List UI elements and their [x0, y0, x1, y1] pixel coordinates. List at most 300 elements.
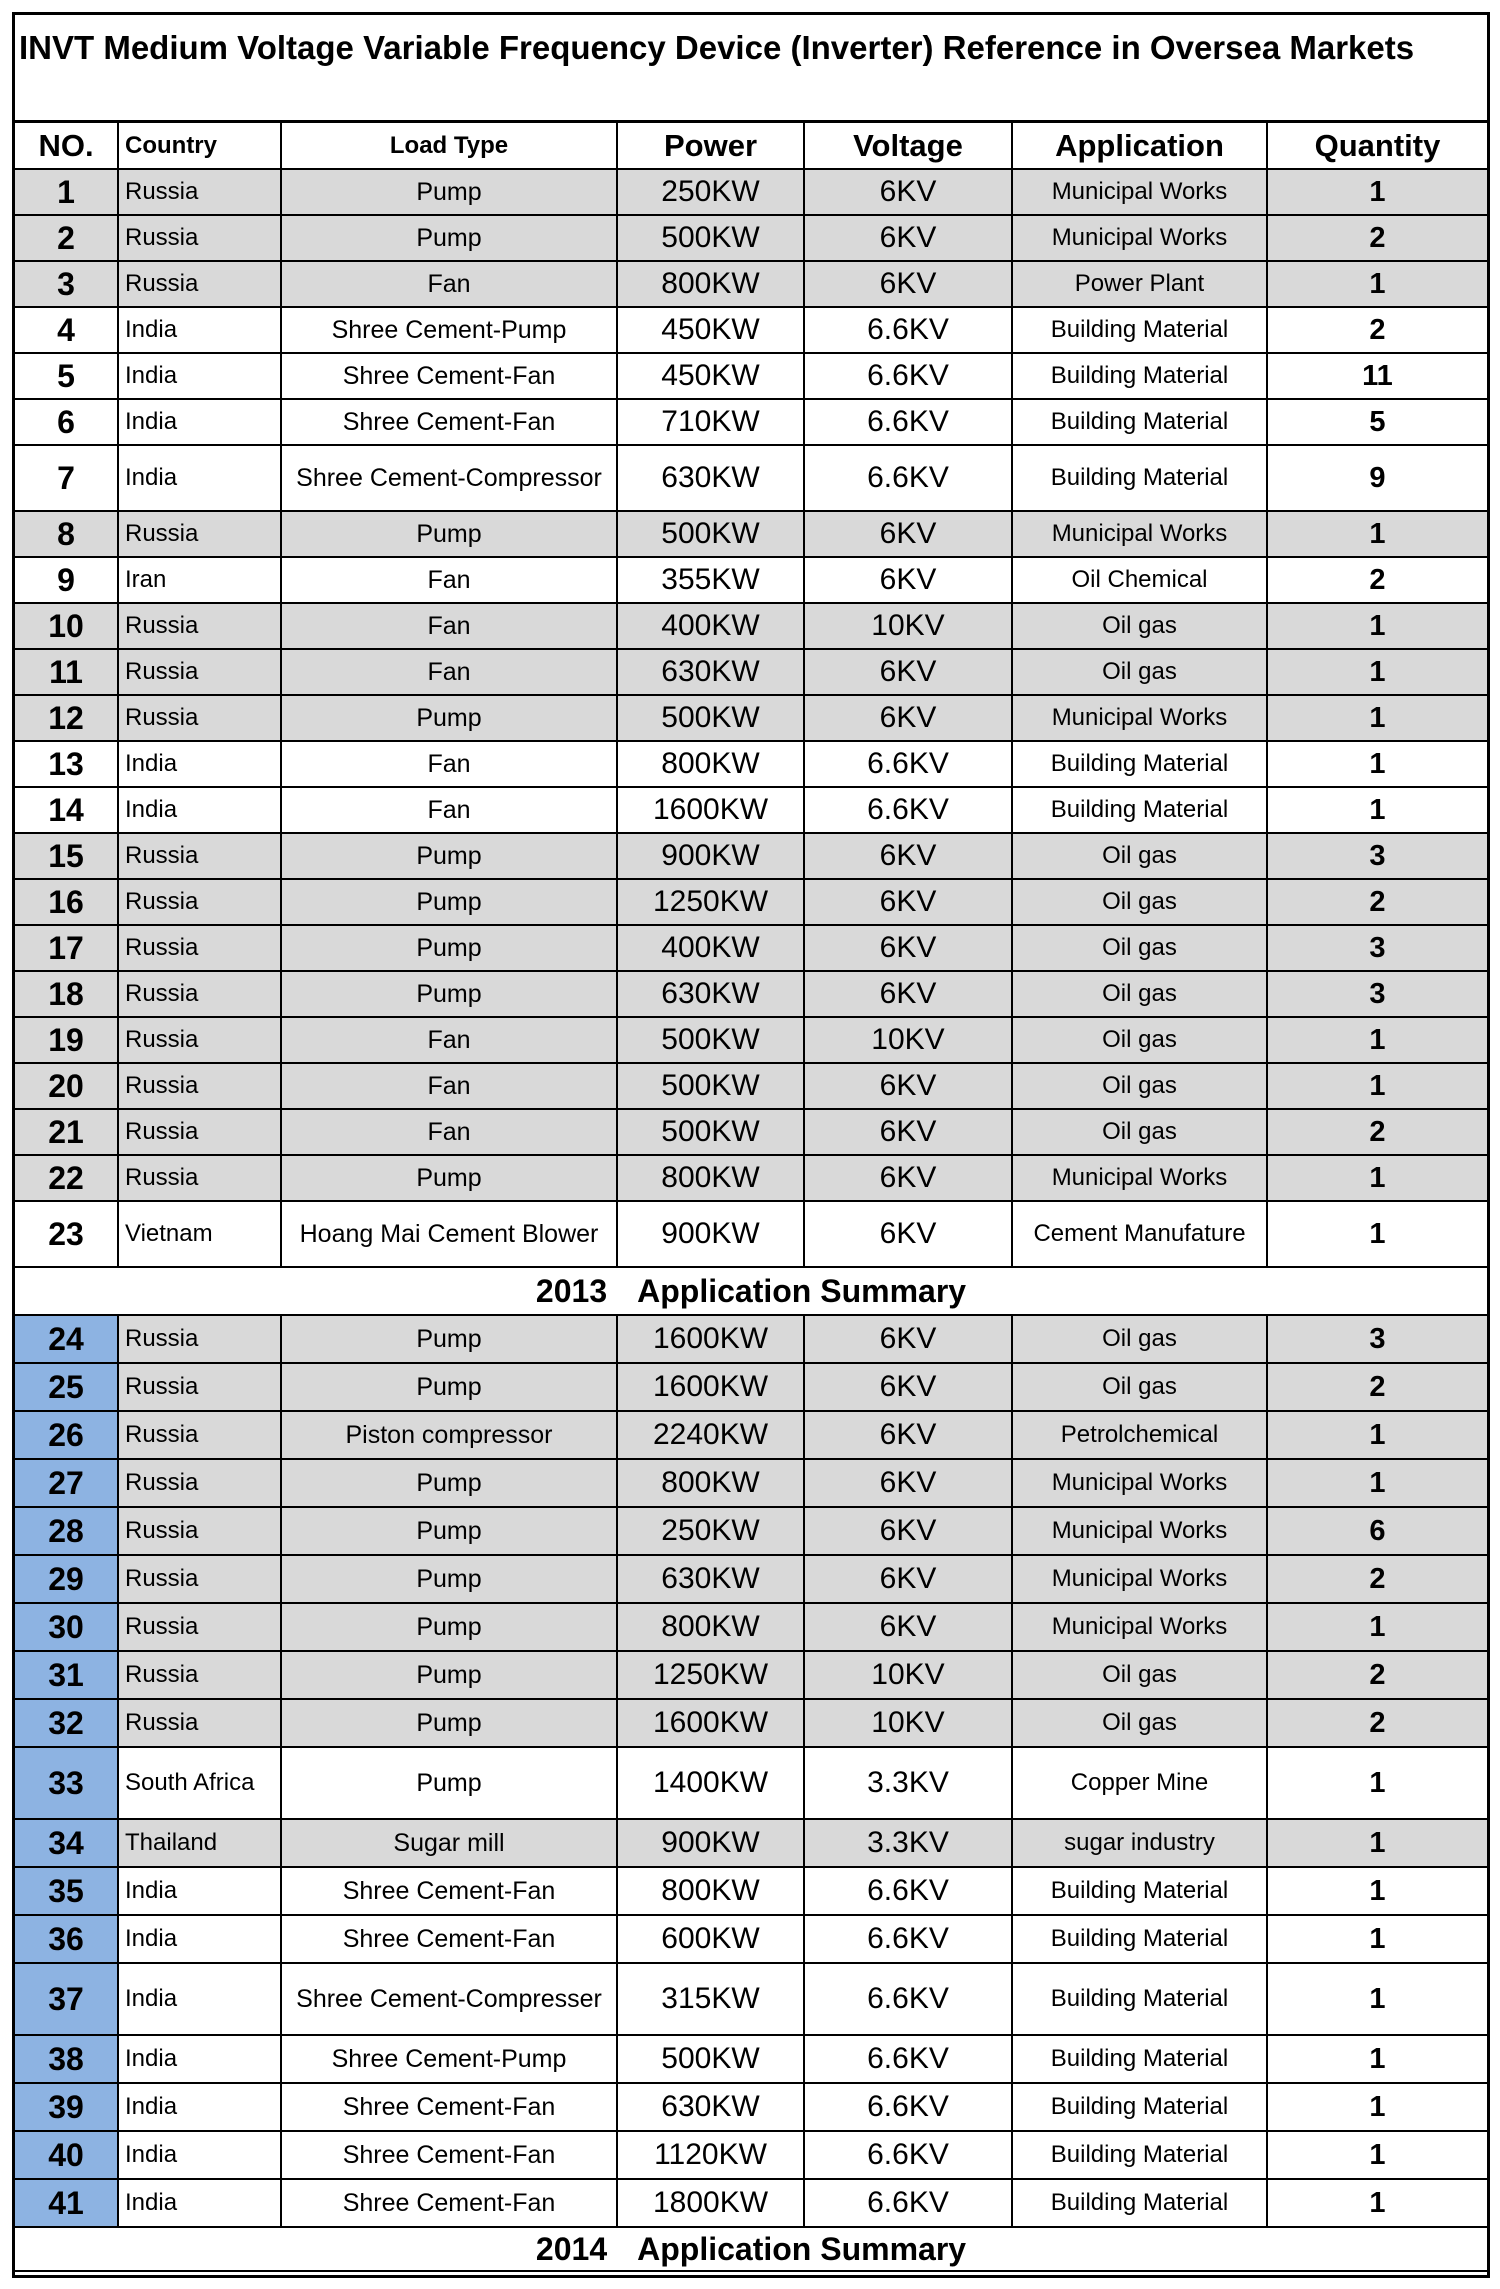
cell-voltage: 6.6KV: [804, 445, 1012, 511]
cell-quantity: 1: [1267, 741, 1487, 787]
cell-country: Russia: [118, 971, 281, 1017]
cell-country: Thailand: [118, 1819, 281, 1867]
cell-power: 1600KW: [617, 1363, 804, 1411]
cell-country: Russia: [118, 1017, 281, 1063]
table-row: [15, 1201, 1487, 1267]
cell-application: Oil gas: [1012, 1017, 1267, 1063]
cell-country: India: [118, 1963, 281, 2035]
cell-no: 27: [15, 1459, 118, 1507]
cell-power: 630KW: [617, 649, 804, 695]
cell-load-type: Shree Cement-Pump: [281, 307, 617, 353]
cell-voltage: 10KV: [804, 1651, 1012, 1699]
reference-sheet: [12, 12, 1490, 2278]
cell-application: Municipal Works: [1012, 695, 1267, 741]
cell-no: 5: [15, 353, 118, 399]
cell-load-type: Pump: [281, 169, 617, 215]
cell-power: 630KW: [617, 445, 804, 511]
table-row: [15, 307, 1487, 353]
cell-power: 1600KW: [617, 787, 804, 833]
cell-power: 800KW: [617, 1603, 804, 1651]
cell-application: sugar industry: [1012, 1819, 1267, 1867]
cell-load-type: Hoang Mai Cement Blower: [281, 1201, 617, 1267]
cell-no: 11: [15, 649, 118, 695]
cell-application: Building Material: [1012, 1963, 1267, 2035]
cell-voltage: 6KV: [804, 1109, 1012, 1155]
cell-voltage: 6KV: [804, 649, 1012, 695]
table-row: [15, 1155, 1487, 1201]
table-row: [15, 1699, 1487, 1747]
cell-voltage: 6KV: [804, 1411, 1012, 1459]
cell-load-type: Pump: [281, 925, 617, 971]
cell-quantity: 3: [1267, 833, 1487, 879]
cell-no: 16: [15, 879, 118, 925]
cell-application: Municipal Works: [1012, 1507, 1267, 1555]
table-row: [15, 2179, 1487, 2227]
cell-country: India: [118, 2035, 281, 2083]
table-row: [15, 1867, 1487, 1915]
table-row: [15, 261, 1487, 307]
cell-country: India: [118, 2179, 281, 2227]
table-row: [15, 1963, 1487, 2035]
cell-country: Iran: [118, 557, 281, 603]
cell-no: 26: [15, 1411, 118, 1459]
cell-voltage: 6KV: [804, 1315, 1012, 1363]
cell-voltage: 6KV: [804, 215, 1012, 261]
cell-load-type: Pump: [281, 1651, 617, 1699]
cell-power: 800KW: [617, 1867, 804, 1915]
cell-no: 34: [15, 1819, 118, 1867]
cell-country: Russia: [118, 511, 281, 557]
table-row: [15, 215, 1487, 261]
table-row: [15, 511, 1487, 557]
reference-table: [15, 123, 1487, 2272]
cell-no: 3: [15, 261, 118, 307]
cell-load-type: Pump: [281, 1747, 617, 1819]
cell-quantity: 9: [1267, 445, 1487, 511]
header-row: [15, 123, 1487, 169]
cell-no: 6: [15, 399, 118, 445]
cell-load-type: Pump: [281, 511, 617, 557]
cell-application: Oil gas: [1012, 1315, 1267, 1363]
table-row: [15, 2083, 1487, 2131]
cell-application: Oil Chemical: [1012, 557, 1267, 603]
cell-load-type: Shree Cement-Fan: [281, 2083, 617, 2131]
cell-no: 19: [15, 1017, 118, 1063]
cell-quantity: 1: [1267, 1603, 1487, 1651]
cell-no: 4: [15, 307, 118, 353]
cell-power: 600KW: [617, 1915, 804, 1963]
cell-quantity: 1: [1267, 787, 1487, 833]
table-row: [15, 1555, 1487, 1603]
cell-load-type: Fan: [281, 787, 617, 833]
summary-row-2013: [15, 1267, 1487, 1315]
cell-no: 29: [15, 1555, 118, 1603]
table-row: [15, 971, 1487, 1017]
summary-label: Application Summary: [637, 1272, 967, 1309]
header-country: Country: [118, 123, 281, 169]
cell-no: 17: [15, 925, 118, 971]
cell-country: Russia: [118, 695, 281, 741]
cell-voltage: 6KV: [804, 833, 1012, 879]
cell-load-type: Fan: [281, 1109, 617, 1155]
cell-voltage: 3.3KV: [804, 1747, 1012, 1819]
cell-quantity: 1: [1267, 1201, 1487, 1267]
table-row: [15, 787, 1487, 833]
cell-country: India: [118, 445, 281, 511]
cell-no: 38: [15, 2035, 118, 2083]
cell-quantity: 3: [1267, 971, 1487, 1017]
header-load-type: Load Type: [281, 123, 617, 169]
cell-application: Municipal Works: [1012, 1555, 1267, 1603]
summary-year: 2013: [535, 1272, 608, 1309]
cell-power: 1250KW: [617, 1651, 804, 1699]
cell-no: 32: [15, 1699, 118, 1747]
cell-voltage: 6KV: [804, 1363, 1012, 1411]
cell-country: Russia: [118, 1363, 281, 1411]
sheet-title: INVT Medium Voltage Variable Frequency Device (Inverter) Reference in Oversea Markets: [15, 15, 1487, 123]
cell-voltage: 6KV: [804, 1555, 1012, 1603]
summary-row-2014: [15, 2227, 1487, 2271]
cell-country: Russia: [118, 1699, 281, 1747]
cell-country: India: [118, 2131, 281, 2179]
table-row: [15, 833, 1487, 879]
cell-voltage: 6KV: [804, 971, 1012, 1017]
cell-load-type: Fan: [281, 603, 617, 649]
cell-quantity: 1: [1267, 2083, 1487, 2131]
cell-quantity: 1: [1267, 2035, 1487, 2083]
cell-voltage: 10KV: [804, 1017, 1012, 1063]
cell-load-type: Pump: [281, 833, 617, 879]
cell-application: Oil gas: [1012, 1109, 1267, 1155]
cell-country: Russia: [118, 1315, 281, 1363]
cell-no: 37: [15, 1963, 118, 2035]
cell-country: Russia: [118, 833, 281, 879]
cell-quantity: 1: [1267, 2179, 1487, 2227]
cell-country: India: [118, 2083, 281, 2131]
cell-voltage: 10KV: [804, 603, 1012, 649]
cell-country: Vietnam: [118, 1201, 281, 1267]
cell-voltage: 6.6KV: [804, 1963, 1012, 2035]
cell-load-type: Fan: [281, 741, 617, 787]
cell-country: India: [118, 741, 281, 787]
table-row: [15, 445, 1487, 511]
cell-load-type: Pump: [281, 1363, 617, 1411]
cell-voltage: 3.3KV: [804, 1819, 1012, 1867]
cell-no: 10: [15, 603, 118, 649]
cell-no: 31: [15, 1651, 118, 1699]
cell-power: 1800KW: [617, 2179, 804, 2227]
cell-quantity: 1: [1267, 1747, 1487, 1819]
cell-no: 14: [15, 787, 118, 833]
cell-country: India: [118, 399, 281, 445]
table-row: [15, 1411, 1487, 1459]
cell-load-type: Pump: [281, 1459, 617, 1507]
cell-power: 630KW: [617, 2083, 804, 2131]
cell-load-type: Shree Cement-Fan: [281, 353, 617, 399]
cell-quantity: 11: [1267, 353, 1487, 399]
cell-power: 900KW: [617, 1819, 804, 1867]
cell-quantity: 1: [1267, 1063, 1487, 1109]
cell-application: Oil gas: [1012, 1363, 1267, 1411]
cell-application: Oil gas: [1012, 833, 1267, 879]
cell-country: India: [118, 353, 281, 399]
cell-country: Russia: [118, 879, 281, 925]
cell-no: 35: [15, 1867, 118, 1915]
cell-application: Building Material: [1012, 2131, 1267, 2179]
cell-voltage: 6KV: [804, 261, 1012, 307]
table-row: [15, 1603, 1487, 1651]
cell-load-type: Pump: [281, 215, 617, 261]
cell-quantity: 3: [1267, 1315, 1487, 1363]
cell-voltage: 6KV: [804, 1155, 1012, 1201]
table-row: [15, 1507, 1487, 1555]
cell-application: Building Material: [1012, 307, 1267, 353]
table-row: [15, 557, 1487, 603]
cell-load-type: Pump: [281, 1507, 617, 1555]
cell-voltage: 6.6KV: [804, 787, 1012, 833]
cell-power: 500KW: [617, 511, 804, 557]
cell-no: 7: [15, 445, 118, 511]
cell-quantity: 2: [1267, 1363, 1487, 1411]
cell-no: 39: [15, 2083, 118, 2131]
cell-voltage: 6KV: [804, 557, 1012, 603]
cell-application: Building Material: [1012, 353, 1267, 399]
cell-no: 8: [15, 511, 118, 557]
cell-load-type: Pump: [281, 695, 617, 741]
cell-power: 630KW: [617, 1555, 804, 1603]
cell-load-type: Fan: [281, 1063, 617, 1109]
cell-load-type: Fan: [281, 1017, 617, 1063]
cell-voltage: 6KV: [804, 511, 1012, 557]
cell-voltage: 6KV: [804, 1507, 1012, 1555]
cell-no: 15: [15, 833, 118, 879]
cell-power: 1600KW: [617, 1315, 804, 1363]
cell-power: 800KW: [617, 1459, 804, 1507]
cell-quantity: 1: [1267, 1155, 1487, 1201]
cell-voltage: 6.6KV: [804, 2131, 1012, 2179]
table-row: [15, 1819, 1487, 1867]
cell-power: 1600KW: [617, 1699, 804, 1747]
cell-load-type: Shree Cement-Fan: [281, 2131, 617, 2179]
cell-quantity: 1: [1267, 1411, 1487, 1459]
cell-power: 400KW: [617, 925, 804, 971]
cell-power: 800KW: [617, 1155, 804, 1201]
cell-quantity: 1: [1267, 1867, 1487, 1915]
header-voltage: Voltage: [804, 123, 1012, 169]
cell-power: 500KW: [617, 215, 804, 261]
summary-label: Application Summary: [637, 2230, 967, 2267]
cell-no: 20: [15, 1063, 118, 1109]
cell-application: Building Material: [1012, 445, 1267, 511]
cell-application: Municipal Works: [1012, 215, 1267, 261]
cell-load-type: Pump: [281, 879, 617, 925]
cell-application: Building Material: [1012, 1867, 1267, 1915]
table-row: [15, 1315, 1487, 1363]
cell-no: 12: [15, 695, 118, 741]
cell-application: Cement Manufature: [1012, 1201, 1267, 1267]
cell-quantity: 2: [1267, 1651, 1487, 1699]
table-row: [15, 1109, 1487, 1155]
cell-quantity: 3: [1267, 925, 1487, 971]
cell-load-type: Shree Cement-Pump: [281, 2035, 617, 2083]
cell-quantity: 2: [1267, 879, 1487, 925]
cell-load-type: Shree Cement-Compressor: [281, 445, 617, 511]
cell-voltage: 6.6KV: [804, 353, 1012, 399]
cell-no: 24: [15, 1315, 118, 1363]
cell-country: India: [118, 307, 281, 353]
cell-country: Russia: [118, 1109, 281, 1155]
cell-load-type: Shree Cement-Fan: [281, 2179, 617, 2227]
table-row: [15, 1651, 1487, 1699]
table-row: [15, 1017, 1487, 1063]
cell-no: 25: [15, 1363, 118, 1411]
cell-load-type: Shree Cement-Fan: [281, 399, 617, 445]
table-row: [15, 879, 1487, 925]
cell-country: Russia: [118, 1155, 281, 1201]
cell-load-type: Fan: [281, 261, 617, 307]
cell-quantity: 2: [1267, 1109, 1487, 1155]
cell-application: Power Plant: [1012, 261, 1267, 307]
cell-country: India: [118, 1915, 281, 1963]
header-quantity: Quantity: [1267, 123, 1487, 169]
cell-no: 9: [15, 557, 118, 603]
cell-voltage: 6KV: [804, 1201, 1012, 1267]
cell-application: Building Material: [1012, 1915, 1267, 1963]
table-row: [15, 2131, 1487, 2179]
cell-quantity: 1: [1267, 1459, 1487, 1507]
cell-power: 500KW: [617, 1017, 804, 1063]
cell-no: 30: [15, 1603, 118, 1651]
table-row: [15, 649, 1487, 695]
table-row: [15, 1459, 1487, 1507]
cell-country: South Africa: [118, 1747, 281, 1819]
cell-power: 450KW: [617, 307, 804, 353]
cell-load-type: Sugar mill: [281, 1819, 617, 1867]
cell-load-type: Shree Cement-Compresser: [281, 1963, 617, 2035]
cell-country: Russia: [118, 261, 281, 307]
cell-voltage: 6.6KV: [804, 1915, 1012, 1963]
cell-application: Oil gas: [1012, 879, 1267, 925]
cell-power: 450KW: [617, 353, 804, 399]
table-row: [15, 741, 1487, 787]
cell-voltage: 6.6KV: [804, 1867, 1012, 1915]
cell-quantity: 2: [1267, 215, 1487, 261]
cell-quantity: 1: [1267, 1819, 1487, 1867]
cell-load-type: Shree Cement-Fan: [281, 1867, 617, 1915]
cell-quantity: 2: [1267, 1555, 1487, 1603]
cell-country: India: [118, 787, 281, 833]
cell-quantity: 1: [1267, 695, 1487, 741]
cell-power: 1250KW: [617, 879, 804, 925]
cell-voltage: 6KV: [804, 169, 1012, 215]
cell-application: Municipal Works: [1012, 511, 1267, 557]
cell-power: 900KW: [617, 1201, 804, 1267]
cell-voltage: 6.6KV: [804, 399, 1012, 445]
summary-cell: [15, 2227, 1487, 2271]
cell-no: 28: [15, 1507, 118, 1555]
cell-country: Russia: [118, 1507, 281, 1555]
cell-load-type: Pump: [281, 971, 617, 1017]
cell-voltage: 6KV: [804, 1603, 1012, 1651]
cell-load-type: Pump: [281, 1603, 617, 1651]
cell-quantity: 1: [1267, 2131, 1487, 2179]
cell-no: 1: [15, 169, 118, 215]
table-row: [15, 1747, 1487, 1819]
cell-load-type: Pump: [281, 1155, 617, 1201]
table-row: [15, 1363, 1487, 1411]
cell-voltage: 6.6KV: [804, 741, 1012, 787]
header-application: Application: [1012, 123, 1267, 169]
cell-country: Russia: [118, 215, 281, 261]
cell-power: 250KW: [617, 169, 804, 215]
cell-quantity: 2: [1267, 1699, 1487, 1747]
cell-country: Russia: [118, 649, 281, 695]
cell-power: 710KW: [617, 399, 804, 445]
cell-load-type: Pump: [281, 1699, 617, 1747]
table-row: [15, 353, 1487, 399]
cell-no: 40: [15, 2131, 118, 2179]
cell-no: 41: [15, 2179, 118, 2227]
cell-application: Building Material: [1012, 2035, 1267, 2083]
cell-voltage: 6KV: [804, 925, 1012, 971]
cell-quantity: 1: [1267, 649, 1487, 695]
cell-no: 13: [15, 741, 118, 787]
cell-quantity: 1: [1267, 261, 1487, 307]
cell-country: Russia: [118, 1063, 281, 1109]
cell-application: Oil gas: [1012, 603, 1267, 649]
cell-country: Russia: [118, 1459, 281, 1507]
cell-application: Building Material: [1012, 399, 1267, 445]
cell-application: Municipal Works: [1012, 169, 1267, 215]
cell-voltage: 6.6KV: [804, 2179, 1012, 2227]
cell-load-type: Pump: [281, 1315, 617, 1363]
cell-load-type: Fan: [281, 557, 617, 603]
cell-application: Oil gas: [1012, 1699, 1267, 1747]
cell-no: 18: [15, 971, 118, 1017]
cell-no: 22: [15, 1155, 118, 1201]
cell-application: Municipal Works: [1012, 1459, 1267, 1507]
cell-power: 1400KW: [617, 1747, 804, 1819]
cell-no: 23: [15, 1201, 118, 1267]
cell-power: 630KW: [617, 971, 804, 1017]
cell-application: Building Material: [1012, 2179, 1267, 2227]
summary-cell: [15, 1267, 1487, 1315]
cell-country: India: [118, 1867, 281, 1915]
cell-quantity: 1: [1267, 1915, 1487, 1963]
cell-power: 800KW: [617, 741, 804, 787]
table-row: [15, 169, 1487, 215]
table-row: [15, 603, 1487, 649]
cell-quantity: 6: [1267, 1507, 1487, 1555]
cell-no: 21: [15, 1109, 118, 1155]
header-no: NO.: [15, 123, 118, 169]
cell-voltage: 6KV: [804, 1063, 1012, 1109]
cell-quantity: 1: [1267, 511, 1487, 557]
cell-voltage: 6.6KV: [804, 307, 1012, 353]
cell-quantity: 1: [1267, 1963, 1487, 2035]
cell-voltage: 10KV: [804, 1699, 1012, 1747]
cell-power: 500KW: [617, 1063, 804, 1109]
cell-application: Building Material: [1012, 787, 1267, 833]
cell-country: Russia: [118, 1411, 281, 1459]
cell-application: Municipal Works: [1012, 1603, 1267, 1651]
cell-power: 2240KW: [617, 1411, 804, 1459]
table-row: [15, 1063, 1487, 1109]
cell-application: Building Material: [1012, 2083, 1267, 2131]
cell-country: Russia: [118, 1555, 281, 1603]
table-row: [15, 2035, 1487, 2083]
cell-power: 900KW: [617, 833, 804, 879]
